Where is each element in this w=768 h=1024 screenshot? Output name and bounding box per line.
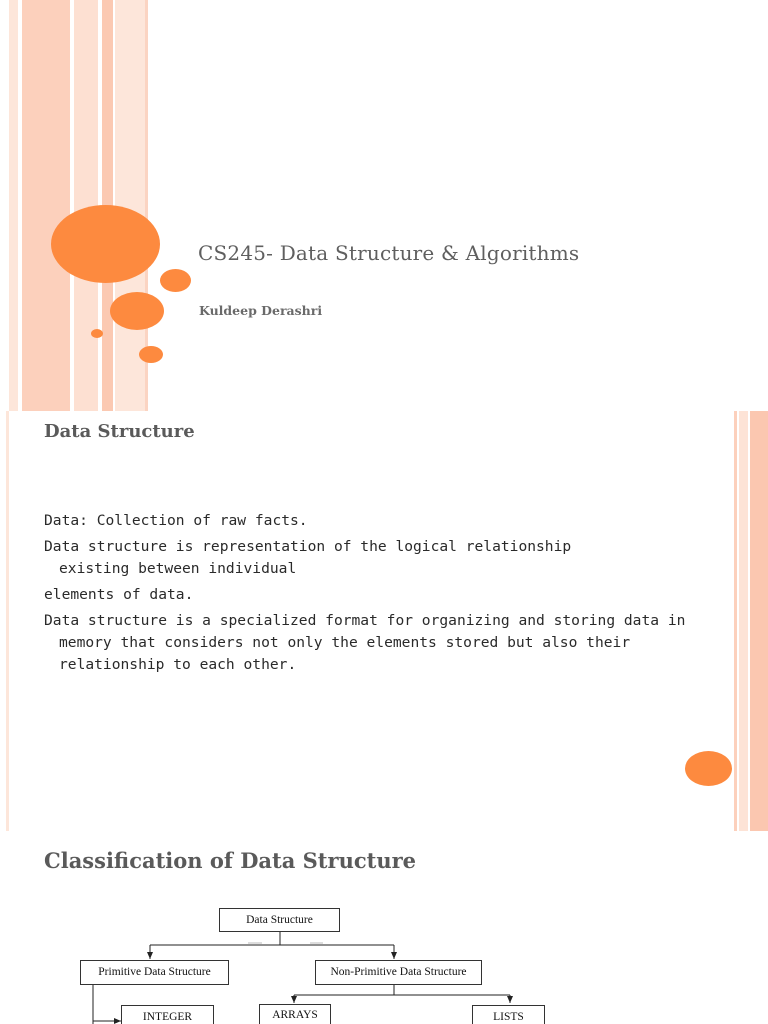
node-arrays: ARRAYS bbox=[259, 1004, 331, 1024]
decorative-circle bbox=[160, 269, 191, 292]
paragraph: Data structure is a specialized format for organizing and storing data in memory that considers not only the elements stored but also their relationship to each other. bbox=[44, 612, 686, 673]
classification-slide bbox=[0, 831, 768, 1024]
paragraph: elements of data. bbox=[44, 586, 194, 603]
decorative-stripe bbox=[750, 411, 768, 831]
decorative-stripe bbox=[739, 411, 748, 831]
paragraph: Data: Collection of raw facts. bbox=[44, 512, 308, 529]
node-lists: LISTS bbox=[472, 1005, 545, 1024]
data-structure-slide bbox=[0, 411, 768, 831]
classification-diagram-connectors bbox=[0, 831, 768, 1024]
title-slide bbox=[0, 0, 768, 411]
slide-body bbox=[44, 510, 694, 676]
decorative-stripe bbox=[734, 411, 737, 831]
decorative-circle-small bbox=[91, 329, 103, 338]
decorative-circle bbox=[685, 751, 732, 786]
presentation-title: CS245- Data Structure & Algorithms bbox=[198, 241, 580, 265]
author-name: Kuldeep Derashri bbox=[199, 303, 323, 318]
node-data-structure: Data Structure bbox=[219, 908, 340, 932]
decorative-stripe bbox=[6, 411, 9, 831]
node-integer: INTEGER bbox=[121, 1005, 214, 1024]
paragraph: Data structure is representation of the logical relationship existing between individual bbox=[44, 538, 572, 577]
decorative-circle-large bbox=[51, 205, 160, 283]
node-non-primitive-data-structure: Non-Primitive Data Structure bbox=[315, 960, 482, 985]
decorative-stripe bbox=[9, 0, 18, 411]
slide-heading: Classification of Data Structure bbox=[44, 848, 417, 873]
decorative-stripe bbox=[22, 0, 70, 411]
node-primitive-data-structure: Primitive Data Structure bbox=[80, 960, 229, 985]
decorative-circle bbox=[139, 346, 163, 363]
slide-heading: Data Structure bbox=[44, 421, 195, 442]
decorative-circle bbox=[110, 292, 164, 330]
